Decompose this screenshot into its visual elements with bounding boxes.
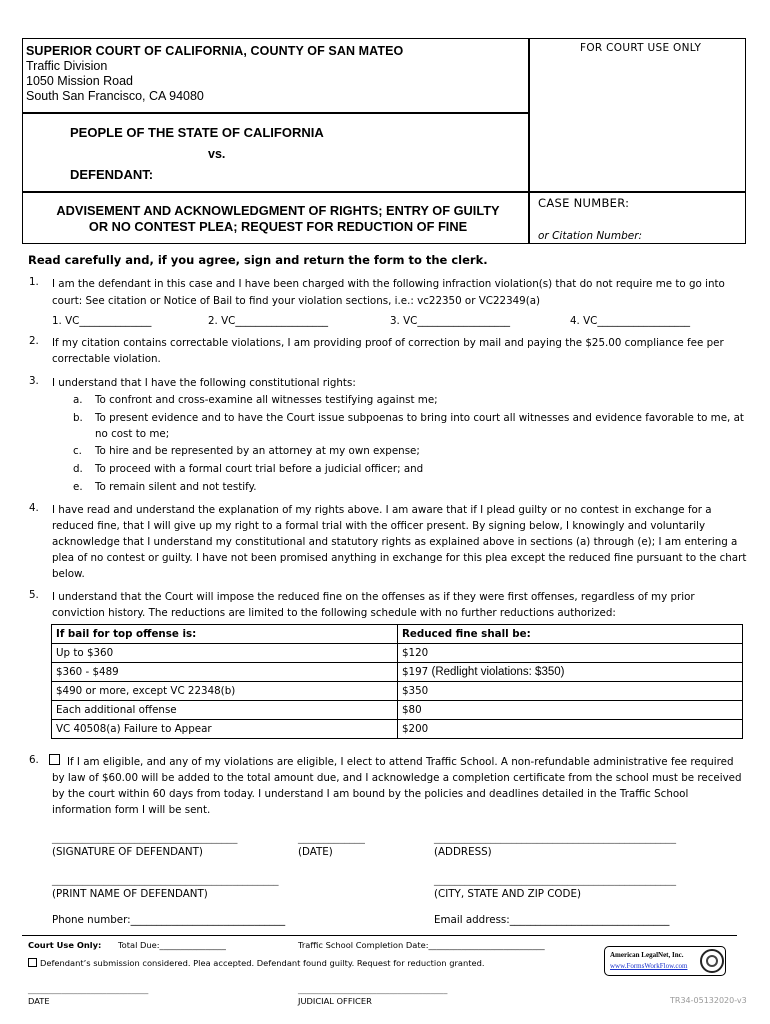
- item-3-text: I understand that I have the following constitutional rights:: [52, 377, 356, 389]
- item-6-text-3: by the court within 60 days from today. I understand I am bound by the policies and deadlines detailed in the Traffic School: [52, 788, 689, 800]
- header-divider-1: [22, 112, 529, 114]
- right-a-letter: a.: [73, 394, 83, 406]
- city-label: (CITY, STATE AND ZIP CODE): [434, 888, 581, 900]
- fine-schedule-table: [51, 624, 743, 739]
- table-row: [52, 663, 743, 682]
- case-number-label: CASE NUMBER:: [538, 196, 630, 210]
- instruction-text: Read carefully and, if you agree, sign and return the form to the clerk.: [28, 253, 488, 267]
- court-use-label: FOR COURT USE ONLY: [580, 42, 702, 54]
- item-1-text-2: court: See citation or Notice of Bail to find your violation sections, i.e.: vc22350 or VC22349(a): [52, 295, 541, 307]
- court-date-line[interactable]: _____________________________: [28, 984, 149, 994]
- disposition-checkbox[interactable]: [28, 958, 37, 967]
- versus-label: vs.: [208, 147, 226, 161]
- table-header-row: [52, 625, 743, 644]
- item-4-text-1: I have read and understand the explanation of my rights above. I am aware that if I plead guilty or no contest in exchange for a: [52, 504, 712, 516]
- item-5-text-2: conviction history. The reductions are limited to the following schedule with no further reductions authorized:: [52, 607, 616, 619]
- traffic-school-checkbox[interactable]: [49, 754, 60, 765]
- item-4-text-2: reduced fine, that I will give up my right to a formal trial with the officer present. By signing below, I knowingly and voluntarily: [52, 520, 706, 532]
- bail-cell: Each additional offense: [52, 701, 398, 720]
- citation-number-label: or Citation Number:: [538, 230, 643, 242]
- legalnet-logo-link[interactable]: www.FormsWorkFlow.com: [610, 962, 688, 970]
- item-2-text-1: If my citation contains correctable violations, I am providing proof of correction by mail and paying the $25.00 compliance fee per: [52, 337, 724, 349]
- signature-line[interactable]: ____________________________________: [52, 832, 238, 844]
- seal-emblem-inner-icon: [706, 955, 718, 967]
- total-due-field[interactable]: Total Due:________________: [118, 940, 226, 950]
- right-b-text-1: To present evidence and to have the Court issue subpoenas to bring into court all witnesses and evidence favorable to me, at: [95, 412, 744, 424]
- defendant-label: DEFENDANT:: [70, 167, 154, 182]
- right-d-text: To proceed with a formal court trial before a judicial officer; and: [95, 463, 424, 475]
- item-5-number: 5.: [29, 589, 39, 601]
- right-b-text-2: no cost to me;: [95, 428, 170, 440]
- table-header-fine: Reduced fine shall be:: [398, 625, 743, 644]
- court-street: 1050 Mission Road: [26, 74, 134, 88]
- table-header-bail: If bail for top offense is:: [52, 625, 398, 644]
- print-name-line[interactable]: ____________________________________________: [52, 874, 279, 886]
- address-line[interactable]: _______________________________________________: [434, 832, 676, 844]
- people-title: PEOPLE OF THE STATE OF CALIFORNIA: [70, 125, 324, 140]
- item-6-text-1: If I am eligible, and any of my violations are eligible, I elect to attend Traffic School. A non-refundable administrative fee required: [67, 756, 734, 768]
- item-2-number: 2.: [29, 335, 39, 347]
- table-row: [52, 644, 743, 663]
- address-label: (ADDRESS): [434, 846, 492, 858]
- court-use-divider: [22, 935, 737, 936]
- bail-cell: $490 or more, except VC 22348(b): [52, 682, 398, 701]
- right-d-letter: d.: [73, 463, 83, 475]
- table-row: [52, 682, 743, 701]
- date-label: (DATE): [298, 846, 333, 858]
- phone-field[interactable]: Phone number:______________________________: [52, 914, 286, 926]
- right-b-letter: b.: [73, 412, 83, 424]
- vc-field-4[interactable]: 4. VC__________________: [570, 315, 691, 327]
- vc-field-3[interactable]: 3. VC__________________: [390, 315, 511, 327]
- city-line[interactable]: _______________________________________________: [434, 874, 676, 886]
- right-a-text: To confront and cross-examine all witnesses testifying against me;: [95, 394, 438, 406]
- legalnet-logo-title: American LegalNet, Inc.: [610, 951, 684, 959]
- item-1-number: 1.: [29, 276, 39, 288]
- item-5-text-1: I understand that the Court will impose the reduced fine on the offenses as if they were first offenses, regardless of my prior: [52, 591, 695, 603]
- fine-cell: $200: [398, 720, 743, 739]
- right-e-text: To remain silent and not testify.: [95, 481, 257, 493]
- item-6-number: 6.: [29, 754, 39, 766]
- fine-value: $197: [402, 666, 429, 678]
- date-line[interactable]: _____________: [298, 832, 365, 844]
- table-row: [52, 720, 743, 739]
- table-row: [52, 701, 743, 720]
- bail-cell: Up to $360: [52, 644, 398, 663]
- item-4-text-3: acknowledge that I understand my constitutional and statutory rights as explained above in sections (a) through (e); I am entering a: [52, 536, 738, 548]
- form-number: TR34-05132020-v3: [670, 996, 747, 1005]
- fine-cell: $350: [398, 682, 743, 701]
- print-name-label: (PRINT NAME OF DEFENDANT): [52, 888, 208, 900]
- header-divider-2: [22, 191, 746, 193]
- judicial-officer-label: JUDICIAL OFFICER: [298, 996, 372, 1006]
- item-1-text-1: I am the defendant in this case and I have been charged with the following infraction violation(s) that do not require me to go into: [52, 278, 725, 290]
- header-divider-vertical: [528, 38, 530, 244]
- bail-cell: VC 40508(a) Failure to Appear: [52, 720, 398, 739]
- right-c-text: To hire and be represented by an attorney at my own expense;: [95, 445, 420, 457]
- court-use-only-label: Court Use Only:: [28, 940, 102, 950]
- item-6-text-4: information form I will be sent.: [52, 804, 211, 816]
- redlight-note: (Redlight violations: $350): [431, 666, 565, 678]
- item-4-text-4: plea of no contest or guilty. I have not been promised anything in exchange for this plea except the reduced fine pursuant to the chart: [52, 552, 747, 564]
- right-e-letter: e.: [73, 481, 83, 493]
- item-6-text-2: by law of $60.00 will be added to the total amount due, and I acknowledge a completion certificate from the school must be received: [52, 772, 742, 784]
- right-c-letter: c.: [73, 445, 82, 457]
- fine-cell: $80: [398, 701, 743, 720]
- vc-field-1[interactable]: 1. VC______________: [52, 315, 152, 327]
- item-4-text-5: below.: [52, 568, 85, 580]
- form-title: ADVISEMENT AND ACKNOWLEDGMENT OF RIGHTS; ENTRY OF GUILTY OR NO CONTEST PLEA; REQUEST FOR REDUCTION OF FINE: [56, 203, 500, 234]
- court-city: South San Francisco, CA 94080: [26, 89, 204, 103]
- court-division: Traffic Division: [26, 59, 108, 73]
- item-2-text-2: correctable violation.: [52, 353, 161, 365]
- item-4-number: 4.: [29, 502, 39, 514]
- fine-cell: [398, 663, 743, 682]
- item-3-number: 3.: [29, 375, 39, 387]
- fine-cell: $120: [398, 644, 743, 663]
- signature-label: (SIGNATURE OF DEFENDANT): [52, 846, 203, 858]
- disposition-text: Defendant’s submission considered. Plea accepted. Defendant found guilty. Request for reduction granted.: [28, 958, 484, 968]
- bail-cell: $360 - $489: [52, 663, 398, 682]
- completion-date-field[interactable]: Traffic School Completion Date:____________________________: [298, 940, 545, 950]
- judicial-officer-line[interactable]: ____________________________________: [298, 984, 448, 994]
- court-name: SUPERIOR COURT OF CALIFORNIA, COUNTY OF SAN MATEO: [26, 44, 404, 58]
- email-field[interactable]: Email address:_______________________________: [434, 914, 670, 926]
- vc-field-2[interactable]: 2. VC__________________: [208, 315, 329, 327]
- court-date-label: DATE: [28, 996, 50, 1006]
